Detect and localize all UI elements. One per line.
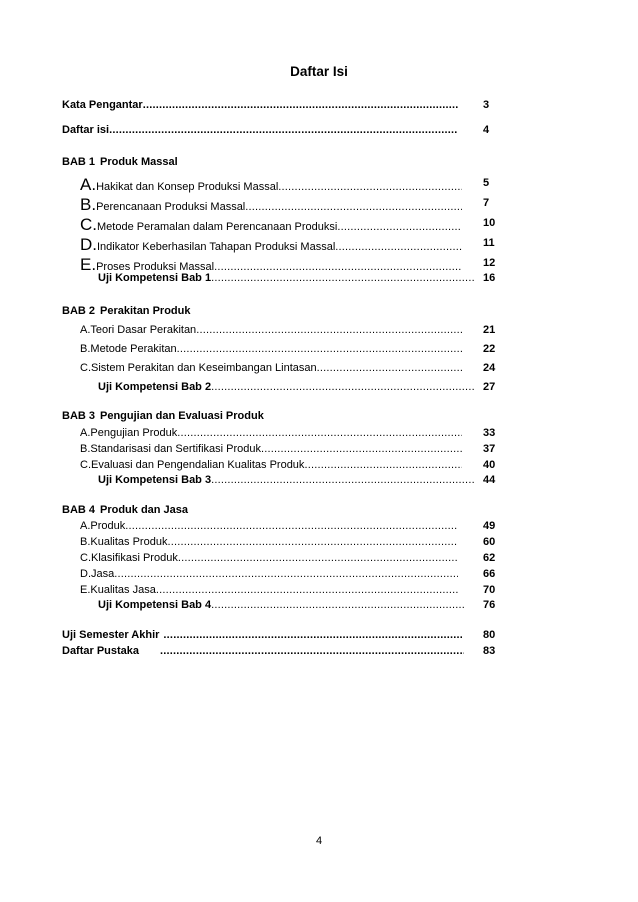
leader-dots xyxy=(143,99,458,111)
toc-entry-label: Produk xyxy=(90,520,126,532)
toc-entry-label: Klasifikasi Produk xyxy=(91,552,178,564)
leader-dots xyxy=(177,427,462,439)
toc-entry-uji-kompetensi[interactable] xyxy=(98,599,464,615)
item-letter: A. xyxy=(80,175,97,194)
toc-entry[interactable] xyxy=(80,362,462,378)
toc-page-number: 5 xyxy=(483,177,490,189)
page-number: 4 xyxy=(315,835,323,847)
toc-entry-uji-kompetensi[interactable] xyxy=(98,474,474,490)
leader-dots xyxy=(337,221,462,233)
toc-entry[interactable] xyxy=(80,343,462,359)
item-letter: C. xyxy=(80,215,97,234)
toc-page-number: 16 xyxy=(483,272,496,284)
item-letter: A. xyxy=(80,520,91,532)
toc-entry-label: Indikator Keberhasilan Tahapan Produksi Massal xyxy=(97,241,336,253)
leader-dots xyxy=(163,629,462,641)
chapter-code: BAB 1 xyxy=(62,156,96,168)
leader-dots xyxy=(156,584,458,596)
toc-entry-label: Pengujian Produk xyxy=(90,427,178,439)
leader-dots xyxy=(317,362,462,374)
toc-page-number: 76 xyxy=(483,599,496,611)
toc-page-number: 80 xyxy=(483,629,496,641)
chapter-title: Perakitan Produk xyxy=(100,305,191,317)
item-letter: B. xyxy=(80,343,91,355)
toc-entry[interactable] xyxy=(80,443,462,459)
chapter-title: Pengujian dan Evaluasi Produk xyxy=(100,410,264,422)
toc-page-number: 21 xyxy=(483,324,496,336)
toc-page-number: 37 xyxy=(483,443,496,455)
toc-entry-label: Uji Kompetensi Bab 2 xyxy=(98,381,212,393)
toc-entry-label: Daftar isi xyxy=(62,124,110,136)
toc-page-number: 83 xyxy=(483,645,496,657)
toc-entry-daftar-isi[interactable] xyxy=(62,124,458,140)
leader-dots xyxy=(261,443,462,455)
item-letter: E. xyxy=(80,255,97,274)
chapter-heading xyxy=(62,156,178,168)
chapter-code: BAB 3 xyxy=(62,410,96,422)
toc-page-number: 62 xyxy=(483,552,496,564)
toc-entry[interactable] xyxy=(80,257,462,273)
toc-entry[interactable] xyxy=(80,177,462,193)
toc-entry[interactable] xyxy=(80,584,458,600)
toc-page-number: 66 xyxy=(483,568,496,580)
item-letter: B. xyxy=(80,195,97,214)
toc-entry[interactable] xyxy=(80,536,458,552)
leader-dots xyxy=(167,536,458,548)
toc-entry-label: Standarisasi dan Sertifikasi Produk xyxy=(90,443,261,455)
toc-entry-label: Hakikat dan Konsep Produksi Massal xyxy=(96,181,279,193)
leader-dots xyxy=(196,324,462,336)
toc-page-number: 70 xyxy=(483,584,496,596)
item-letter: A. xyxy=(80,324,91,336)
toc-entry[interactable] xyxy=(80,217,462,233)
toc-entry-label: Sistem Perakitan dan Keseimbangan Lintasan xyxy=(91,362,317,374)
chapter-title: Produk Massal xyxy=(100,156,178,168)
chapter-code: BAB 2 xyxy=(62,305,96,317)
leader-dots xyxy=(178,552,458,564)
leader-dots xyxy=(160,645,464,657)
toc-entry-label: Jasa xyxy=(91,568,115,580)
toc-entry-label: Kata Pengantar xyxy=(62,99,143,111)
toc-entry-label: Teori Dasar Perakitan xyxy=(90,324,197,336)
toc-page-number: 10 xyxy=(483,217,496,229)
toc-entry[interactable] xyxy=(80,427,462,443)
toc-entry-uji-kompetensi[interactable] xyxy=(98,381,474,397)
leader-dots xyxy=(109,124,458,136)
leader-dots xyxy=(211,381,474,393)
item-letter: D. xyxy=(80,235,97,254)
leader-dots xyxy=(211,599,464,611)
chapter-title: Produk dan Jasa xyxy=(100,504,189,516)
toc-entry-label: Proses Produksi Massal xyxy=(96,261,215,273)
item-letter: D. xyxy=(80,568,91,580)
toc-entry-label: Kualitas Produk xyxy=(90,536,168,548)
toc-page-number: 60 xyxy=(483,536,496,548)
item-letter: C. xyxy=(80,362,91,374)
toc-entry-label: Uji Kompetensi Bab 4 xyxy=(98,599,212,611)
leader-dots xyxy=(125,520,458,532)
toc-entry-uji-kompetensi[interactable] xyxy=(98,272,474,288)
toc-page-number: 24 xyxy=(483,362,496,374)
toc-entry-kata-pengantar[interactable] xyxy=(62,99,458,115)
toc-page-number: 11 xyxy=(483,237,495,249)
chapter-heading xyxy=(62,504,188,516)
toc-page-number: 22 xyxy=(483,343,496,355)
toc-page-number: 7 xyxy=(483,197,490,209)
toc-entry-label: Daftar Pustaka xyxy=(62,645,140,657)
toc-page-number: 3 xyxy=(483,99,490,111)
leader-dots xyxy=(245,201,462,213)
toc-page-number: 33 xyxy=(483,427,496,439)
toc-entry[interactable] xyxy=(80,197,462,213)
item-letter: C. xyxy=(80,552,91,564)
toc-entry[interactable] xyxy=(80,459,462,475)
toc-entry[interactable] xyxy=(80,324,462,340)
toc-entry-label: Metode Peramalan dalam Perencanaan Produksi xyxy=(97,221,338,233)
item-letter: A. xyxy=(80,427,91,439)
toc-entry-label: Uji Semester Akhir xyxy=(62,629,160,641)
toc-entry-label: Kualitas Jasa xyxy=(90,584,156,596)
toc-entry[interactable] xyxy=(80,237,462,253)
leader-dots xyxy=(211,474,474,486)
toc-entry-label: Perencanaan Produksi Massal xyxy=(96,201,246,213)
toc-page-number: 12 xyxy=(483,257,496,269)
item-letter: B. xyxy=(80,443,91,455)
toc-entry[interactable] xyxy=(80,520,458,536)
toc-entry-label: Uji Kompetensi Bab 3 xyxy=(98,474,212,486)
toc-entry-label: Evaluasi dan Pengendalian Kualitas Produk xyxy=(91,459,305,471)
toc-entry-label: Uji Kompetensi Bab 1 xyxy=(98,272,212,284)
chapter-code: BAB 4 xyxy=(62,504,96,516)
toc-page-number: 40 xyxy=(483,459,496,471)
page-title: Daftar Isi xyxy=(290,64,348,79)
toc-entry-label: Metode Perakitan xyxy=(90,343,177,355)
toc-entry[interactable] xyxy=(80,568,458,584)
toc-entry-uji-semester-akhir[interactable] xyxy=(62,629,462,645)
leader-dots xyxy=(304,459,462,471)
chapter-heading xyxy=(62,410,264,422)
leader-dots xyxy=(211,272,474,284)
leader-dots xyxy=(278,181,462,193)
toc-page-number: 44 xyxy=(483,474,496,486)
item-letter: B. xyxy=(80,536,91,548)
item-letter: E. xyxy=(80,584,91,596)
chapter-heading xyxy=(62,305,190,317)
toc-page-number: 4 xyxy=(483,124,490,136)
leader-dots xyxy=(177,343,462,355)
toc-page-number: 27 xyxy=(483,381,496,393)
item-letter: C. xyxy=(80,459,91,471)
leader-dots xyxy=(335,241,462,253)
toc-entry-daftar-pustaka[interactable] xyxy=(62,645,464,661)
leader-dots xyxy=(114,568,458,580)
toc-page-number: 49 xyxy=(483,520,496,532)
toc-entry[interactable] xyxy=(80,552,458,568)
